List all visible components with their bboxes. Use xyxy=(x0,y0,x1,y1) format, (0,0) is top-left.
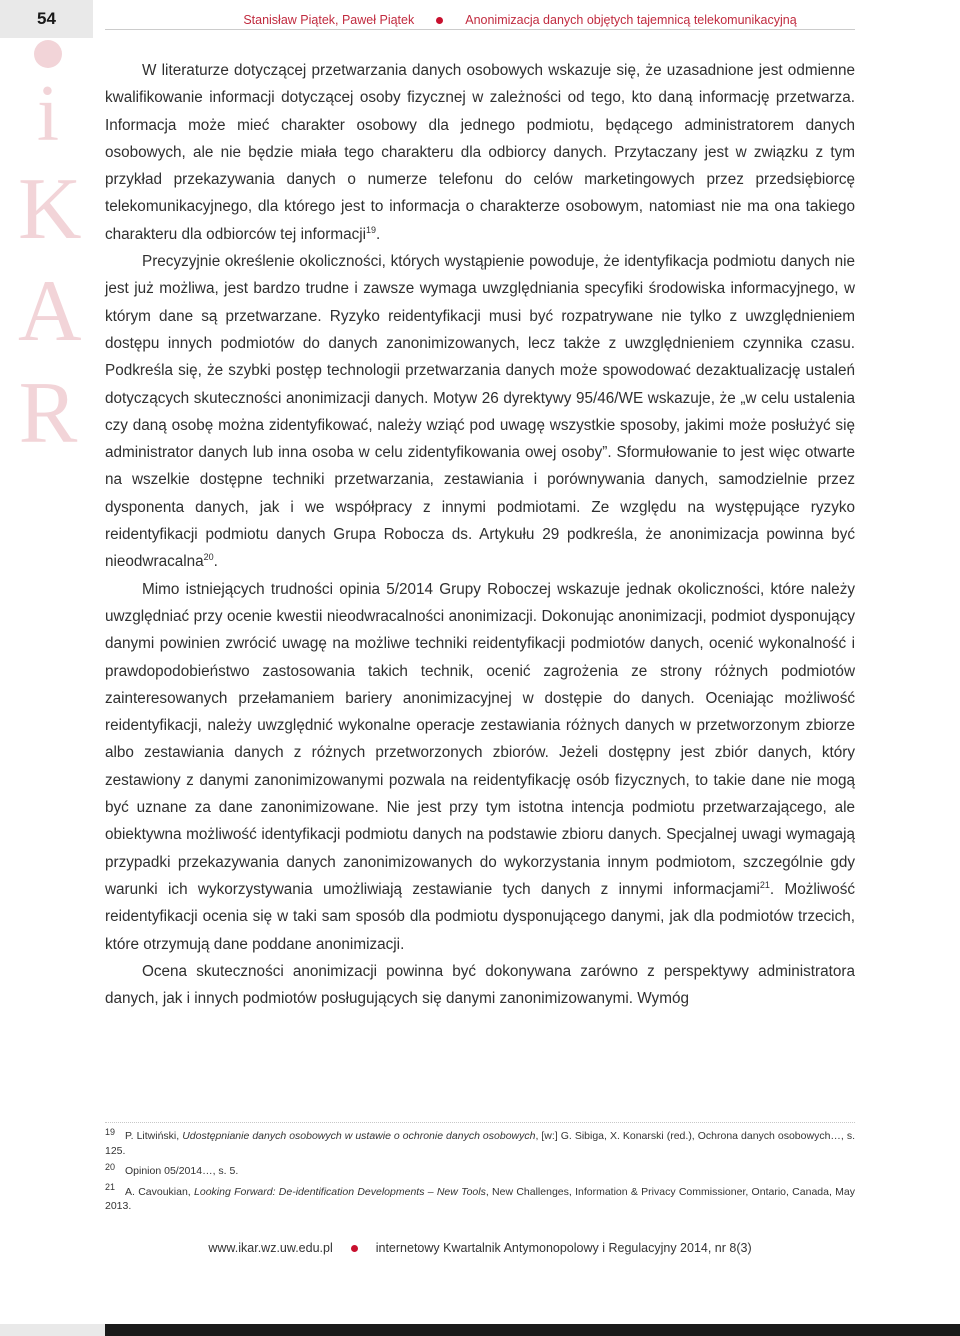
header-title: Anonimizacja danych objętych tajemnicą telekomunikacyjną xyxy=(465,13,797,27)
paragraph: Ocena skuteczności anonimizacji powinna być dokonywana zarówno z perspektywy administratora danych, jak i innych podmiotów posługujących się danymi zanonimizowanymi. Wymóg xyxy=(105,962,855,1008)
logo-letter-i: i xyxy=(36,70,60,158)
footer-journal: internetowy Kwartalnik Antymonopolowy i Regulacyjny 2014, nr 8(3) xyxy=(375,1241,752,1255)
bottom-bar xyxy=(105,1324,960,1336)
paragraph: Mimo istniejących trudności opinia 5/2014 Grupy Roboczej wskazuje jednak okoliczności, które należy uwzględniać przy ocenie kwestii nieodwracalności anonimizacji. Dokonując anonimizacji, podmiot dysponujący danymi powinien zwrócić uwagę na możliwe techniki reidentyfikacji podmiotów danych, ocenić wykonalność i prawdopodobieństwo zastosowania takich technik, ocenić zagrożenia ze strony różnych podmiotów zainteresowanych przełamaniem bariery anonimizacyjnej w dostępie do danych. Oceniając możliwość reidentyfikacji, należy uwzględnić wykonalne operacje zestawiania różnych danych w przetworzonym zbiorze albo zestawiania danych z różnych przetworzonych zbiorów. Jeżeli dostępny jest zbiór danych, który zestawiony z danymi zanonimizowanymi pozwala na reidentyfikację osób fizycznych, to takie dane nie mogą być uznane za dane zanonimizowane. Nie jest przy tym istotna intencja podmiotu przetwarzającego, ale obiektywna możliwość identyfikacji podmiotu danych na podstawie zbioru danych. Specjalnej uwagi wymagają przypadki przekazywania danych zanonimizowanych do wykorzystania innym podmiotom, szczególnie gdy warunki ich wykorzystywania umożliwiają zestawianie tych danych z innymi informacjami$^{21}$. Możliwość reidentyfikacji ocenia się w taki sam sposób dla podmiotu dysponującego danymi, jak dla podmiotów trzecich, które otrzymują dane poddane anonimizacji. xyxy=(105,580,855,953)
footnotes xyxy=(105,1122,855,1220)
logo-letter-k: K xyxy=(18,161,82,258)
bullet-dot-icon xyxy=(436,17,443,24)
logo-dot-icon xyxy=(34,40,62,68)
footer-url[interactable]: www.ikar.wz.uw.edu.pl xyxy=(208,1241,333,1255)
ikar-logo xyxy=(18,40,82,472)
paragraph: W literaturze dotyczącej przetwarzania danych osobowych wskazuje się, że uzasadnione jest odmienne kwalifikowanie informacji dotyczącej osoby fizycznej w zależności od tego, kto daną informację przetwarza. Informacja może mieć charakter osobowy dla jednego podmiotu, będącego administratorem danych osobowych, ale nie będzie miała tego charakteru dla odbiorcy danych. Przytaczany jest w związku z tym przykład przekazywania danych o numerze telefonu do celów marketingowych przez przedsiębiorcę telekomunikacyjnego, dla którego jest to informacja o charakterze osobowym, natomiast nie ma ona takiego charakteru dla odbiorców tej informacji$^{19}$. xyxy=(105,62,855,243)
footnote: $^{21}$ A. Cavoukian, Looking Forward: De-identification Developments – New Tools, New Challenges, Information & Privacy Commissioner, Ontario, Canada, May 2013. xyxy=(105,1182,855,1212)
header-divider xyxy=(105,29,855,30)
bullet-dot-icon xyxy=(351,1245,358,1252)
page-number: 54 xyxy=(0,0,93,38)
page-footer xyxy=(105,1238,855,1258)
header-authors: Stanisław Piątek, Paweł Piątek xyxy=(243,13,415,27)
logo-letter-a: A xyxy=(18,263,82,360)
footnote-ref[interactable]: 19 xyxy=(366,224,377,235)
footnote: $^{19}$ P. Litwiński, Udostępnianie danych osobowych w ustawie o ochronie danych osobowych, [w:] G. Sibiga, X. Konarski (red.), Ochrona danych osobowych…, s. 125. xyxy=(105,1126,856,1157)
footnote-ref[interactable]: 20 xyxy=(203,552,214,563)
bottom-corner-block xyxy=(0,1324,105,1336)
paragraph: Precyzyjnie określenie okoliczności, których wystąpienie powoduje, że identyfikacja podmiotu danych nie jest już możliwa, jest bardzo trudne i zawsze wymaga uwzględniania specyfiki środowiska informacyjnego, w którym dane są przetwarzane. Ryzyko reidentyfikacji musi być rozpatrywane nie tylko z uwzględnieniem dostępu innych podmiotów do danych zanonimizowanych, lecz także z uwzględnieniem czynnika czasu. Podkreśla się, że szybki postęp technologii przetwarzania danych może spowodować dezaktualizację ustaleń dotyczących skuteczności anonimizacji danych. Motyw 26 dyrektywy 95/46/WE wskazuje, że „w celu ustalenia czy daną osobę można zidentyfikować, należy wziąć pod uwagę wszystkie sposoby, jakimi może posłużyć się administrator danych lub inna osoba w celu zidentyfikowania owej osoby”. Sformułowanie to jest więc otwarte na wszelkie dostępne techniki przetwarzania, zestawiania i porównywania danych, samodzielnie przez dysponenta danych, jak i we współpracy z innymi podmiotami. Ze względu na występujące ryzyko reidentyfikacji podmiotu danych Grupa Robocza ds. Artykułu 29 podkreśla, że anonimizacja powinna być nieodwracalna$^{20}$. xyxy=(105,253,855,571)
body-text xyxy=(105,57,855,1012)
footnote-ref[interactable]: 21 xyxy=(759,879,770,890)
footnote: $^{20}$ Opinion 05/2014…, s. 5. xyxy=(105,1161,239,1177)
running-header xyxy=(190,10,850,30)
logo-letter-r: R xyxy=(18,365,78,462)
